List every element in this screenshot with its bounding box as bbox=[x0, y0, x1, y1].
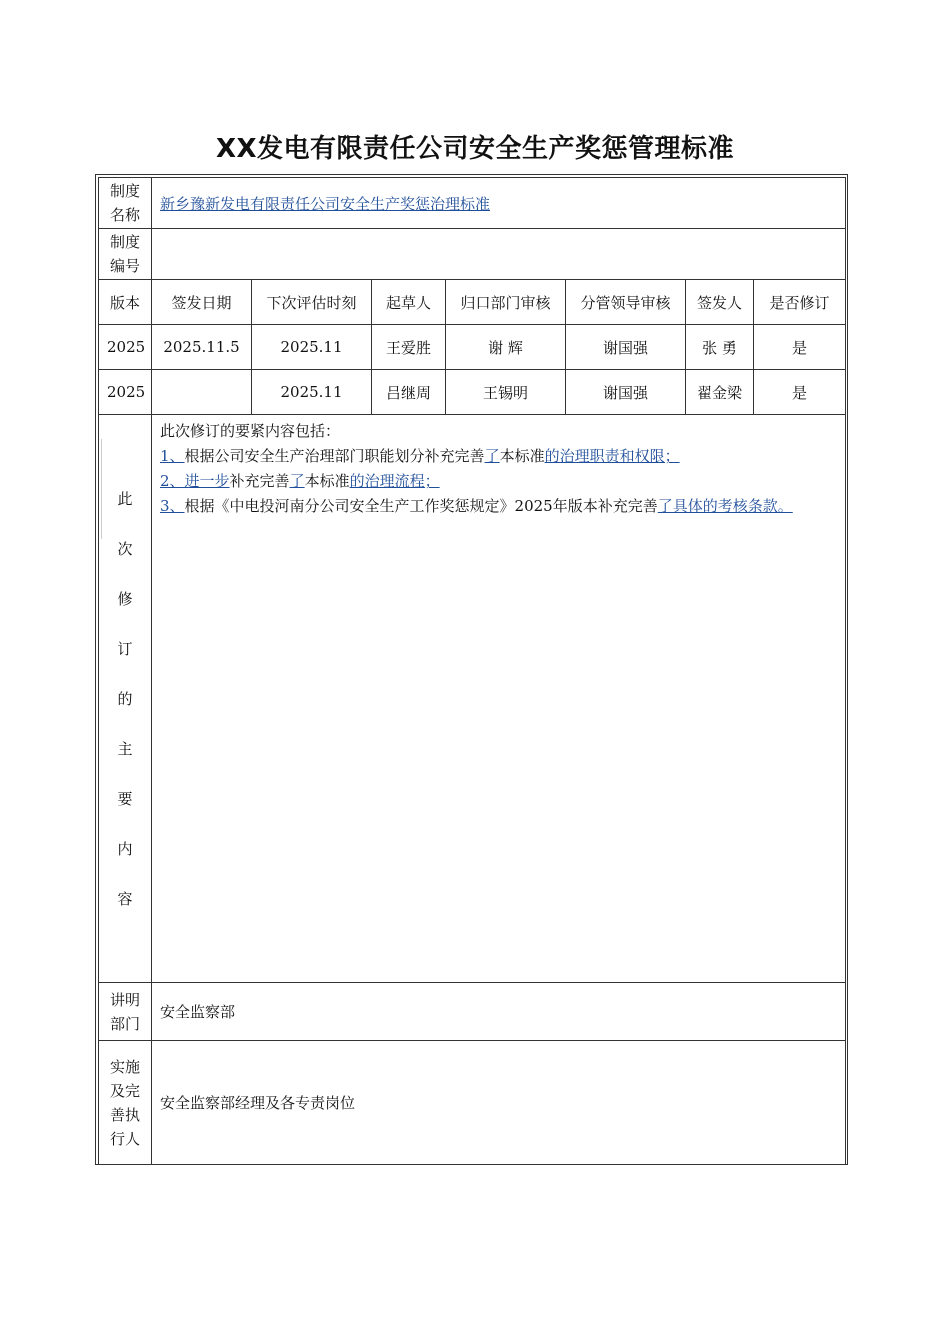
revision-intro: 此次修订的要紧内容包括： bbox=[160, 422, 341, 440]
dept-review-cell: 王锡明 bbox=[446, 370, 566, 415]
executor-label: 实施 及完 善执 行人 bbox=[99, 1041, 152, 1165]
system-name-label: 制度 名称 bbox=[99, 178, 152, 229]
version-cell: 2025 bbox=[99, 370, 152, 415]
issue-date-cell: 2025.11.5 bbox=[152, 325, 252, 370]
executor-value: 安全监察部经理及各专责岗位 bbox=[152, 1041, 846, 1165]
revision-label: 此 次 修 订 的 主 要 内 容 bbox=[99, 415, 152, 983]
revision-notes bbox=[152, 415, 846, 983]
standard-form-frame bbox=[95, 174, 848, 1165]
revision-item-2: 2、进一步补充完善了本标准的治理流程； bbox=[160, 472, 440, 490]
system-name-value bbox=[152, 178, 846, 229]
row-system-code bbox=[99, 229, 846, 280]
revision-item-1: 1、根据公司安全生产治理部门职能划分补充完善了本标准的治理职责和权限； bbox=[160, 447, 680, 465]
leader-review-cell: 谢国强 bbox=[566, 370, 686, 415]
header-dept-review: 归口部门审核 bbox=[446, 280, 566, 325]
leader-review-cell: 谢国强 bbox=[566, 325, 686, 370]
explain-dept-value: 安全监察部 bbox=[152, 983, 846, 1041]
revision-item-3: 3、根据《中电投河南分公司安全生产工作奖惩规定》2025年版本补充完善了具体的考核条款。 bbox=[160, 497, 793, 515]
version-cell: 2025 bbox=[99, 325, 152, 370]
drafter-cell: 王爱胜 bbox=[372, 325, 446, 370]
header-next-review: 下次评估时刻 bbox=[252, 280, 372, 325]
row-executor bbox=[99, 1041, 846, 1165]
header-leader-review: 分管领导审核 bbox=[566, 280, 686, 325]
issuer-cell: 张 勇 bbox=[686, 325, 754, 370]
header-issue-date: 签发日期 bbox=[152, 280, 252, 325]
explain-dept-label: 讲明 部门 bbox=[99, 983, 152, 1041]
drafter-cell: 吕继周 bbox=[372, 370, 446, 415]
header-version: 版本 bbox=[99, 280, 152, 325]
table-row bbox=[99, 370, 846, 415]
header-drafter: 起草人 bbox=[372, 280, 446, 325]
header-issuer: 签发人 bbox=[686, 280, 754, 325]
row-revision-content bbox=[99, 415, 846, 983]
revised-cell: 是 bbox=[754, 325, 846, 370]
table-row bbox=[99, 325, 846, 370]
document-title: XX发电有限责任公司安全生产奖惩管理标准 bbox=[215, 134, 735, 164]
header-row bbox=[99, 280, 846, 325]
system-name-link[interactable]: 新乡豫新发电有限责任公司安全生产奖惩治理标准 bbox=[160, 194, 491, 213]
system-code-label: 制度 编号 bbox=[99, 229, 152, 280]
revised-cell: 是 bbox=[754, 370, 846, 415]
row-explain-dept bbox=[99, 983, 846, 1041]
next-review-cell: 2025.11 bbox=[252, 325, 372, 370]
row-system-name bbox=[99, 178, 846, 229]
dept-review-cell: 谢 辉 bbox=[446, 325, 566, 370]
issuer-cell: 翟金梁 bbox=[686, 370, 754, 415]
system-code-value bbox=[152, 229, 846, 280]
standard-form-table bbox=[98, 177, 846, 1165]
next-review-cell: 2025.11 bbox=[252, 370, 372, 415]
issue-date-cell bbox=[152, 370, 252, 415]
header-revised: 是否修订 bbox=[754, 280, 846, 325]
